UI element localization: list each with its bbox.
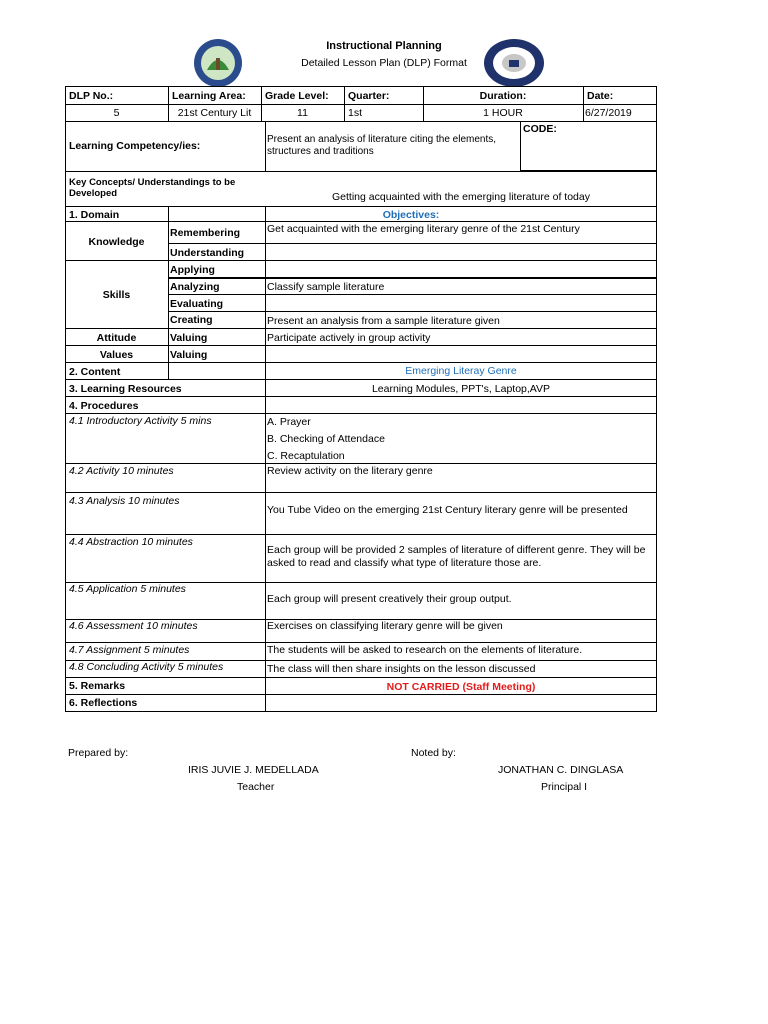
dlp-no-header: DLP No.:: [69, 90, 114, 102]
duration-value: 1 HOUR: [483, 107, 523, 119]
competency-label: Learning Competency/ies:: [69, 140, 201, 152]
objective-remembering: Get acquainted with the emerging literary genre of the 21st Century: [267, 223, 580, 235]
quarter-value: 1st: [348, 107, 363, 119]
procedure-label-4-4: 4.4 Abstraction 10 minutes: [69, 536, 193, 548]
reflections-label: 6. Reflections: [69, 697, 138, 709]
procedure-label-4-3: 4.3 Analysis 10 minutes: [69, 495, 180, 507]
resources-text: Learning Modules, PPT's, Laptop,AVP: [371, 383, 551, 395]
document-subtitle: Detailed Lesson Plan (DLP) Format: [301, 57, 467, 69]
procedure-text-4-8: The class will then share insights on the lesson discussed: [267, 663, 536, 675]
procedure-line-prayer: A. Prayer: [267, 416, 311, 428]
document-title: Instructional Planning: [326, 40, 442, 52]
level-applying: Applying: [170, 264, 215, 276]
objective-creating: Present an analysis from a sample literature given: [267, 315, 500, 327]
level-remembering: Remembering: [170, 227, 241, 239]
grade-level-value: 11: [297, 107, 308, 119]
procedure-text-4-6: Exercises on classifying literary genre will be given: [267, 620, 503, 632]
noted-by-role: Principal I: [541, 781, 588, 793]
date-value: 6/27/2019: [585, 107, 632, 119]
content-label: 2. Content: [69, 366, 121, 378]
competency-text: Present an analysis of literature citing the elements, structures and traditions: [267, 134, 497, 157]
key-concepts-text: Getting acquainted with the emerging literature of today: [332, 191, 590, 203]
objectives-label: Objectives:: [382, 209, 440, 221]
prepared-by-name: IRIS JUVIE J. MEDELLADA: [188, 764, 319, 776]
procedure-text-4-7: The students will be asked to research on the elements of literature.: [267, 644, 583, 656]
skills-label: Skills: [102, 289, 131, 301]
code-label: CODE:: [523, 123, 557, 135]
procedure-label-4-5: 4.5 Application 5 minutes: [69, 583, 186, 595]
objective-analyzing: Classify sample literature: [267, 281, 385, 293]
grade-level-header: Grade Level:: [265, 90, 329, 102]
level-analyzing: Analyzing: [170, 281, 220, 293]
procedure-label-4-2: 4.2 Activity 10 minutes: [69, 465, 174, 477]
knowledge-label: Knowledge: [88, 236, 145, 248]
learning-area-value: 21st Century Lit: [177, 107, 252, 119]
procedure-text-4-2: Review activity on the literary genre: [267, 465, 433, 477]
procedure-line-attendance: B. Checking of Attendace: [267, 433, 385, 445]
level-evaluating: Evaluating: [170, 298, 224, 310]
noted-by-label: Noted by:: [411, 747, 456, 759]
level-valuing-values: Valuing: [170, 349, 208, 361]
noted-by-name: JONATHAN C. DINGLASA: [498, 764, 624, 776]
remarks-text: NOT CARRIED (Staff Meeting): [386, 681, 536, 693]
domain-label: 1. Domain: [69, 209, 120, 221]
content-text: Emerging Literay Genre: [405, 365, 517, 377]
date-header: Date:: [587, 90, 614, 102]
level-creating: Creating: [170, 314, 213, 326]
remarks-label: 5. Remarks: [69, 680, 126, 692]
procedures-label: 4. Procedures: [69, 400, 139, 412]
procedure-label-4-1: 4.1 Introductory Activity 5 mins: [69, 415, 212, 427]
attitude-label: Attitude: [96, 332, 137, 344]
learning-area-header: Learning Area:: [172, 90, 246, 102]
procedure-text-4-4: Each group will be provided 2 samples of literature of different genre. They will be asked to read and classify what type of literature those are.: [267, 544, 646, 569]
quarter-header: Quarter:: [348, 90, 390, 102]
dlp-no-value: 5: [113, 107, 120, 119]
procedure-label-4-7: 4.7 Assignment 5 minutes: [69, 644, 190, 656]
procedure-label-4-6: 4.6 Assessment 10 minutes: [69, 620, 198, 632]
procedure-text-4-5: Each group will present creatively their group output.: [267, 593, 512, 605]
prepared-by-role: Teacher: [237, 781, 275, 793]
procedure-line-recapitulation: C. Recaptulation: [267, 450, 345, 462]
values-label: Values: [99, 349, 134, 361]
procedure-label-4-8: 4.8 Concluding Activity 5 minutes: [69, 661, 224, 673]
prepared-by-label: Prepared by:: [68, 747, 129, 759]
objective-valuing-attitude: Participate actively in group activity: [267, 332, 431, 344]
lesson-plan-table: [65, 86, 657, 712]
level-valuing-attitude: Valuing: [170, 332, 208, 344]
procedure-text-4-3: You Tube Video on the emerging 21st Century literary genre will be presented: [267, 504, 628, 516]
duration-header: Duration:: [479, 90, 527, 102]
level-understanding: Understanding: [170, 247, 245, 259]
resources-label: 3. Learning Resources: [69, 383, 182, 395]
key-concepts-label: Key Concepts/ Understandings to be Developed: [69, 177, 236, 199]
